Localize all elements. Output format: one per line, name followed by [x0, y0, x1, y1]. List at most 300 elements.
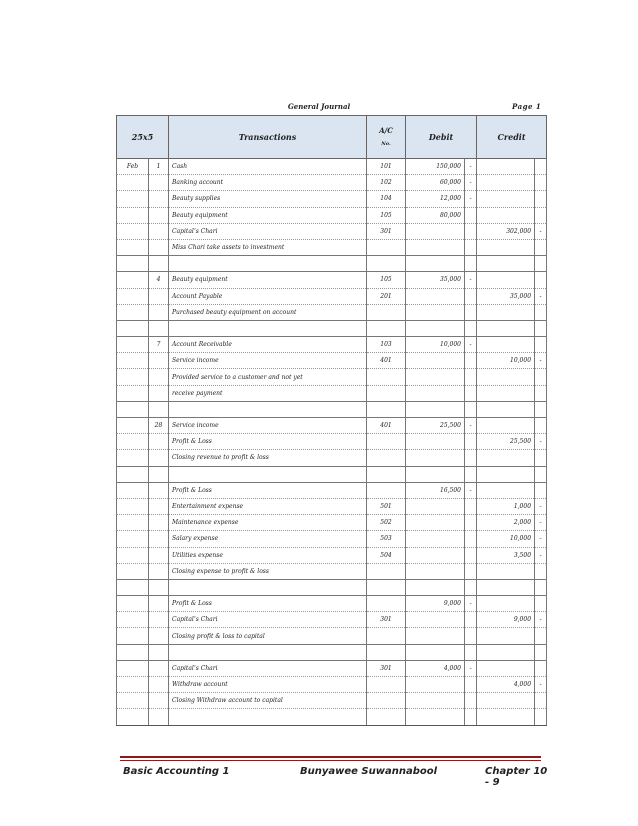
debit-subunit-cell: -: [465, 175, 477, 191]
transaction-cell: Cash: [169, 159, 367, 175]
transaction-cell: Salary expense: [169, 531, 367, 547]
date-day-cell: [149, 693, 169, 709]
credit-amount-cell: [477, 450, 535, 466]
debit-amount-cell: [406, 531, 465, 547]
credit-subunit-cell: -: [535, 612, 547, 628]
debit-amount-cell: [406, 644, 465, 660]
journal-row: [117, 612, 547, 628]
journal-row: [117, 207, 547, 223]
date-day-cell: [149, 612, 169, 628]
debit-amount-cell: [406, 256, 465, 272]
debit-subunit-cell: [465, 498, 477, 514]
date-day-cell: [149, 239, 169, 255]
date-day-cell: [149, 353, 169, 369]
credit-amount-cell: [477, 693, 535, 709]
debit-subunit-cell: [465, 207, 477, 223]
credit-amount-cell: [477, 272, 535, 288]
debit-subunit-cell: [465, 256, 477, 272]
credit-subunit-cell: [535, 693, 547, 709]
credit-subunit-cell: [535, 304, 547, 320]
account-number-cell: [367, 256, 406, 272]
account-number-cell: 503: [367, 531, 406, 547]
debit-amount-cell: 4,000: [406, 660, 465, 676]
debit-subunit-cell: [465, 466, 477, 482]
date-day-cell: [149, 304, 169, 320]
debit-amount-cell: [406, 434, 465, 450]
account-number-cell: 401: [367, 418, 406, 434]
account-number-cell: [367, 466, 406, 482]
date-month-cell: Feb: [117, 159, 149, 175]
account-number-cell: [367, 450, 406, 466]
date-day-cell: [149, 579, 169, 595]
transaction-cell: Service income: [169, 353, 367, 369]
credit-subunit-cell: [535, 579, 547, 595]
debit-amount-cell: [406, 304, 465, 320]
debit-subunit-cell: [465, 239, 477, 255]
debit-subunit-cell: [465, 515, 477, 531]
account-number-cell: 301: [367, 223, 406, 239]
account-number-cell: [367, 401, 406, 417]
date-month-cell: [117, 207, 149, 223]
account-number-cell: 101: [367, 159, 406, 175]
date-month-cell: [117, 450, 149, 466]
debit-subunit-cell: [465, 401, 477, 417]
credit-amount-cell: 10,000: [477, 531, 535, 547]
debit-subunit-cell: [465, 579, 477, 595]
transaction-cell: Capital’s Chari: [169, 660, 367, 676]
date-day-cell: [149, 256, 169, 272]
date-day-cell: [149, 223, 169, 239]
credit-subunit-cell: [535, 191, 547, 207]
debit-amount-cell: [406, 369, 465, 385]
date-day-cell: [149, 288, 169, 304]
transaction-cell: [169, 709, 367, 725]
account-number-cell: [367, 644, 406, 660]
credit-subunit-cell: [535, 369, 547, 385]
journal-row: [117, 579, 547, 595]
transaction-cell: Closing expense to profit & loss: [169, 563, 367, 579]
account-number-cell: [367, 482, 406, 498]
date-day-cell: [149, 531, 169, 547]
date-month-cell: [117, 612, 149, 628]
credit-amount-cell: [477, 369, 535, 385]
page-number: Page 1: [512, 102, 542, 111]
transaction-cell: Beauty supplies: [169, 191, 367, 207]
date-month-cell: [117, 547, 149, 563]
journal-title: General Journal: [287, 102, 351, 111]
debit-subunit-cell: [465, 693, 477, 709]
date-day-cell: [149, 466, 169, 482]
date-day-cell: [149, 175, 169, 191]
credit-amount-cell: 2,000: [477, 515, 535, 531]
journal-row: [117, 191, 547, 207]
journal-row: [117, 353, 547, 369]
journal-row: [117, 337, 547, 353]
date-day-cell: [149, 628, 169, 644]
debit-amount-cell: [406, 628, 465, 644]
credit-amount-cell: [477, 401, 535, 417]
debit-subunit-cell: -: [465, 337, 477, 353]
transaction-cell: Closing Withdraw account to capital: [169, 693, 367, 709]
debit-amount-cell: [406, 709, 465, 725]
table-header-row: [117, 116, 547, 159]
date-month-cell: [117, 677, 149, 693]
date-day-cell: [149, 596, 169, 612]
credit-subunit-cell: [535, 466, 547, 482]
credit-subunit-cell: [535, 175, 547, 191]
journal-row: [117, 660, 547, 676]
transaction-cell: Banking account: [169, 175, 367, 191]
transaction-cell: Purchased beauty equipment on account: [169, 304, 367, 320]
credit-amount-cell: [477, 579, 535, 595]
credit-amount-cell: 35,000: [477, 288, 535, 304]
debit-subunit-cell: -: [465, 660, 477, 676]
credit-amount-cell: [477, 596, 535, 612]
journal-row: [117, 369, 547, 385]
journal-row: [117, 628, 547, 644]
debit-amount-cell: 9,000: [406, 596, 465, 612]
journal-row: [117, 418, 547, 434]
journal-row: [117, 677, 547, 693]
ac-column-header: [367, 116, 406, 159]
debit-amount-cell: [406, 320, 465, 336]
credit-amount-cell: 1,000: [477, 498, 535, 514]
credit-amount-cell: [477, 337, 535, 353]
journal-row: [117, 482, 547, 498]
date-day-cell: [149, 677, 169, 693]
footer-rule-thick: [120, 756, 541, 758]
date-day-cell: [149, 482, 169, 498]
date-month-cell: [117, 175, 149, 191]
debit-subunit-cell: [465, 563, 477, 579]
journal-row: [117, 304, 547, 320]
credit-amount-cell: [477, 191, 535, 207]
transaction-cell: [169, 466, 367, 482]
debit-amount-cell: [406, 466, 465, 482]
date-month-cell: [117, 223, 149, 239]
account-number-cell: [367, 385, 406, 401]
account-number-cell: 502: [367, 515, 406, 531]
debit-subunit-cell: [465, 644, 477, 660]
journal-row: [117, 515, 547, 531]
general-journal-table: [116, 115, 547, 726]
date-month-cell: [117, 466, 149, 482]
debit-subunit-cell: [465, 353, 477, 369]
footer-chapter: Chapter 10 - 9: [485, 766, 548, 788]
debit-amount-cell: 25,500: [406, 418, 465, 434]
journal-row: [117, 320, 547, 336]
transaction-cell: [169, 320, 367, 336]
journal-row: [117, 239, 547, 255]
debit-amount-cell: [406, 579, 465, 595]
credit-amount-cell: 9,000: [477, 612, 535, 628]
debit-amount-cell: [406, 223, 465, 239]
debit-amount-cell: 35,000: [406, 272, 465, 288]
account-number-cell: 401: [367, 353, 406, 369]
transaction-cell: Closing revenue to profit & loss: [169, 450, 367, 466]
debit-amount-cell: 16,500: [406, 482, 465, 498]
transaction-cell: Closing profit & loss to capital: [169, 628, 367, 644]
credit-subunit-cell: [535, 256, 547, 272]
transaction-cell: [169, 256, 367, 272]
debit-subunit-cell: [465, 385, 477, 401]
credit-subunit-cell: [535, 450, 547, 466]
journal-row: [117, 159, 547, 175]
date-month-cell: [117, 434, 149, 450]
date-day-cell: [149, 434, 169, 450]
debit-amount-cell: [406, 498, 465, 514]
journal-row: [117, 288, 547, 304]
debit-subunit-cell: [465, 531, 477, 547]
account-number-cell: 104: [367, 191, 406, 207]
account-number-cell: [367, 320, 406, 336]
account-number-cell: [367, 596, 406, 612]
credit-subunit-cell: [535, 239, 547, 255]
date-month-cell: [117, 579, 149, 595]
credit-subunit-cell: [535, 159, 547, 175]
debit-subunit-cell: [465, 628, 477, 644]
account-number-cell: [367, 239, 406, 255]
credit-amount-cell: [477, 709, 535, 725]
transaction-cell: Profit & Loss: [169, 596, 367, 612]
credit-subunit-cell: [535, 207, 547, 223]
journal-row: [117, 709, 547, 725]
debit-subunit-cell: [465, 709, 477, 725]
transaction-cell: Capital’s Chari: [169, 612, 367, 628]
date-day-cell: [149, 709, 169, 725]
debit-amount-cell: 10,000: [406, 337, 465, 353]
footer-course: Basic Accounting 1: [123, 766, 230, 777]
account-number-cell: [367, 304, 406, 320]
credit-subunit-cell: -: [535, 434, 547, 450]
debit-amount-cell: [406, 385, 465, 401]
credit-amount-cell: [477, 385, 535, 401]
date-month-cell: [117, 353, 149, 369]
credit-amount-cell: [477, 159, 535, 175]
debit-subunit-cell: -: [465, 418, 477, 434]
debit-amount-cell: [406, 677, 465, 693]
account-number-cell: [367, 579, 406, 595]
transaction-cell: Utilities expense: [169, 547, 367, 563]
date-month-cell: [117, 418, 149, 434]
debit-amount-cell: 150,000: [406, 159, 465, 175]
credit-subunit-cell: [535, 709, 547, 725]
debit-subunit-cell: [465, 304, 477, 320]
debit-amount-cell: [406, 515, 465, 531]
account-number-cell: 501: [367, 498, 406, 514]
debit-amount-cell: [406, 547, 465, 563]
transaction-cell: Entertainment expense: [169, 498, 367, 514]
journal-body: [117, 159, 547, 726]
date-month-cell: [117, 369, 149, 385]
transaction-cell: [169, 579, 367, 595]
date-month-cell: [117, 498, 149, 514]
journal-row: [117, 450, 547, 466]
credit-subunit-cell: [535, 401, 547, 417]
date-day-cell: [149, 207, 169, 223]
date-column-header: 25x5: [117, 116, 169, 159]
ac-no-label: No.: [381, 141, 391, 148]
date-month-cell: [117, 628, 149, 644]
footer-rule-thin: [120, 760, 541, 761]
credit-amount-cell: 302,000: [477, 223, 535, 239]
credit-subunit-cell: [535, 660, 547, 676]
journal-row: [117, 693, 547, 709]
account-number-cell: 504: [367, 547, 406, 563]
journal-row: [117, 175, 547, 191]
debit-subunit-cell: [465, 288, 477, 304]
date-month-cell: [117, 531, 149, 547]
credit-subunit-cell: [535, 628, 547, 644]
date-day-cell: [149, 547, 169, 563]
credit-amount-cell: [477, 628, 535, 644]
credit-amount-cell: [477, 418, 535, 434]
account-number-cell: 103: [367, 337, 406, 353]
credit-amount-cell: 3,500: [477, 547, 535, 563]
debit-amount-cell: [406, 450, 465, 466]
date-day-cell: [149, 563, 169, 579]
debit-subunit-cell: [465, 223, 477, 239]
credit-amount-cell: 25,500: [477, 434, 535, 450]
credit-amount-cell: 4,000: [477, 677, 535, 693]
date-day-cell: 28: [149, 418, 169, 434]
debit-subunit-cell: -: [465, 482, 477, 498]
date-month-cell: [117, 320, 149, 336]
date-day-cell: [149, 450, 169, 466]
transaction-cell: receive payment: [169, 385, 367, 401]
journal-row: [117, 223, 547, 239]
credit-amount-cell: 10,000: [477, 353, 535, 369]
journal-row: [117, 531, 547, 547]
journal-row: [117, 498, 547, 514]
date-month-cell: [117, 191, 149, 207]
transaction-cell: Account Receivable: [169, 337, 367, 353]
debit-amount-cell: 80,000: [406, 207, 465, 223]
date-day-cell: 4: [149, 272, 169, 288]
account-number-cell: 105: [367, 272, 406, 288]
journal-row: [117, 256, 547, 272]
account-number-cell: [367, 693, 406, 709]
credit-amount-cell: [477, 466, 535, 482]
account-number-cell: 201: [367, 288, 406, 304]
date-day-cell: 7: [149, 337, 169, 353]
date-day-cell: [149, 401, 169, 417]
debit-subunit-cell: [465, 434, 477, 450]
transaction-cell: Miss Chari take assets to investment: [169, 239, 367, 255]
credit-subunit-cell: [535, 320, 547, 336]
transaction-cell: Service income: [169, 418, 367, 434]
credit-subunit-cell: [535, 482, 547, 498]
account-number-cell: [367, 434, 406, 450]
date-month-cell: [117, 563, 149, 579]
journal-row: [117, 272, 547, 288]
debit-amount-cell: [406, 612, 465, 628]
credit-subunit-cell: -: [535, 515, 547, 531]
date-month-cell: [117, 482, 149, 498]
date-month-cell: [117, 304, 149, 320]
credit-subunit-cell: [535, 644, 547, 660]
account-number-cell: [367, 677, 406, 693]
date-month-cell: [117, 709, 149, 725]
credit-amount-cell: [477, 660, 535, 676]
credit-amount-cell: [477, 175, 535, 191]
credit-subunit-cell: [535, 596, 547, 612]
date-month-cell: [117, 256, 149, 272]
transaction-cell: [169, 401, 367, 417]
credit-subunit-cell: -: [535, 223, 547, 239]
journal-row: [117, 596, 547, 612]
date-month-cell: [117, 239, 149, 255]
credit-subunit-cell: [535, 272, 547, 288]
account-number-cell: [367, 628, 406, 644]
date-day-cell: [149, 644, 169, 660]
footer-author: Bunyawee Suwannabool: [300, 766, 438, 777]
credit-subunit-cell: -: [535, 288, 547, 304]
debit-subunit-cell: -: [465, 272, 477, 288]
date-day-cell: [149, 660, 169, 676]
credit-subunit-cell: [535, 563, 547, 579]
ac-label: A/C: [379, 125, 393, 135]
debit-amount-cell: 12,000: [406, 191, 465, 207]
debit-subunit-cell: -: [465, 159, 477, 175]
date-day-cell: [149, 498, 169, 514]
credit-amount-cell: [477, 304, 535, 320]
account-number-cell: [367, 369, 406, 385]
date-day-cell: [149, 191, 169, 207]
date-month-cell: [117, 337, 149, 353]
debit-amount-cell: [406, 563, 465, 579]
credit-subunit-cell: -: [535, 677, 547, 693]
journal-row: [117, 563, 547, 579]
credit-subunit-cell: -: [535, 547, 547, 563]
date-month-cell: [117, 515, 149, 531]
date-month-cell: [117, 272, 149, 288]
credit-amount-cell: [477, 482, 535, 498]
journal-row: [117, 401, 547, 417]
debit-amount-cell: 60,000: [406, 175, 465, 191]
transaction-cell: Withdraw account: [169, 677, 367, 693]
account-number-cell: 301: [367, 612, 406, 628]
debit-subunit-cell: [465, 450, 477, 466]
credit-subunit-cell: -: [535, 498, 547, 514]
account-number-cell: 105: [367, 207, 406, 223]
debit-amount-cell: [406, 239, 465, 255]
debit-subunit-cell: [465, 677, 477, 693]
account-number-cell: 102: [367, 175, 406, 191]
transactions-column-header: Transactions: [169, 116, 367, 159]
debit-subunit-cell: [465, 612, 477, 628]
date-month-cell: [117, 288, 149, 304]
debit-amount-cell: [406, 353, 465, 369]
transaction-cell: Maintenance expense: [169, 515, 367, 531]
date-month-cell: [117, 644, 149, 660]
transaction-cell: Beauty equipment: [169, 207, 367, 223]
transaction-cell: Account Payable: [169, 288, 367, 304]
debit-subunit-cell: -: [465, 596, 477, 612]
debit-amount-cell: [406, 401, 465, 417]
journal-row: [117, 644, 547, 660]
debit-subunit-cell: [465, 320, 477, 336]
credit-amount-cell: [477, 563, 535, 579]
debit-subunit-cell: [465, 547, 477, 563]
transaction-cell: [169, 644, 367, 660]
credit-subunit-cell: -: [535, 353, 547, 369]
debit-amount-cell: [406, 288, 465, 304]
transaction-cell: Beauty equipment: [169, 272, 367, 288]
date-day-cell: 1: [149, 159, 169, 175]
credit-column-header: Credit: [477, 116, 547, 159]
date-month-cell: [117, 401, 149, 417]
